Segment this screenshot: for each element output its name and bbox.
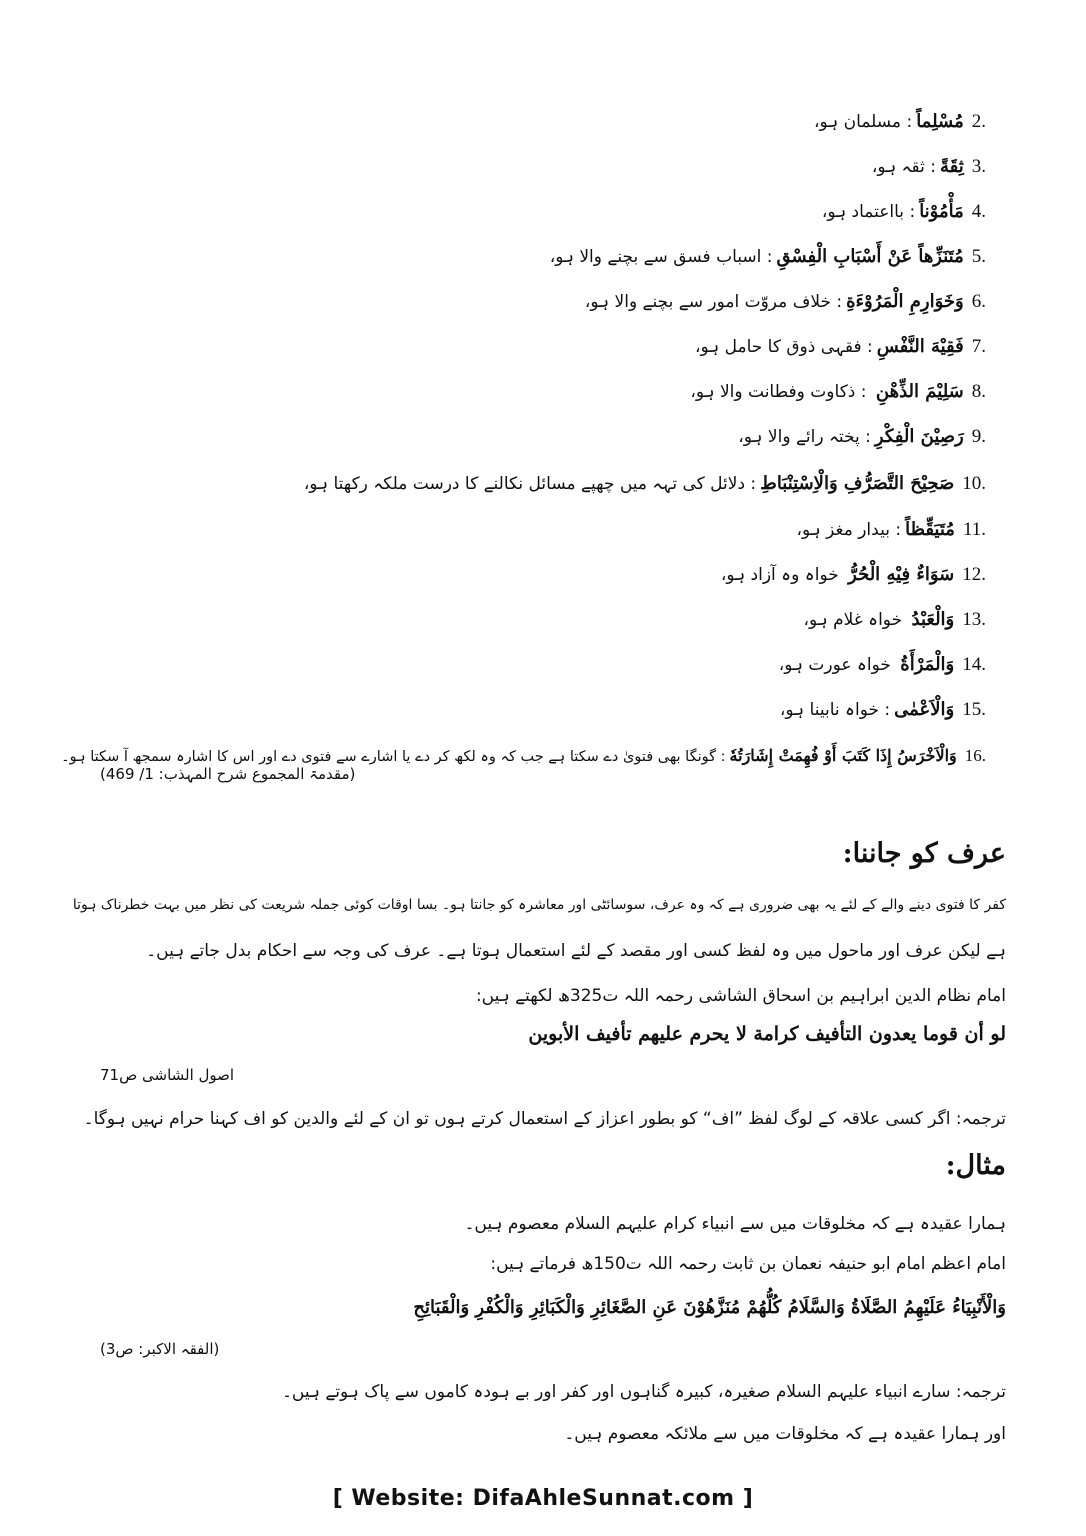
item-arabic-term: وَالْمَرْأَةُ (900, 654, 955, 675)
item-arabic-term: سَوَاءٌ فِيْهِ الْحُرُّ (848, 564, 955, 585)
item-number: 16. (964, 746, 986, 765)
item-arabic-term: مُسْلِماً (916, 111, 964, 132)
heading-urf: عرف کو جاننا: (842, 838, 1006, 869)
item-number: 2. (971, 111, 986, 132)
item-number: 9. (971, 426, 986, 447)
translation-shashi: ترجمہ: اگر کسی علاقہ کے لوگ لفظ ”اف“ کو بطور اعزاز کے استعمال کرتے ہوں تو ان کے لئے والدین کو اف کہنا حرام نہیں ہوگا۔ (83, 1109, 1006, 1129)
list-item (814, 110, 986, 134)
list-item (585, 290, 986, 314)
paragraph-urf-line-1: کفر کا فتوی دینے والے کے لئے یہ بھی ضروری ہے کہ وہ عرف، سوسائٹی اور معاشرہ کو جانتا ہو۔ بسا اوقات کوئی جملہ شریعت کی نظر میں بہت خطرناک ہوتا (72, 897, 1006, 913)
list-item (804, 608, 986, 632)
list-item (779, 653, 986, 677)
item-urdu-text: خواہ وہ آزاد ہو، (720, 565, 845, 585)
reference-usul-shashi: اصول الشاشی ص71 (100, 1066, 235, 1084)
list-item (690, 380, 986, 404)
list-item (872, 155, 986, 179)
item-arabic-term: وَالْاَخْرَسُ إِذَا كَتَبَ أَوْ فُهِمَتْ إِشَارَتُهٗ (729, 746, 957, 765)
website-footer: [ Website: DifaAhleSunnat.com ] (332, 1486, 754, 1511)
translation-fiqh-akbar: ترجمہ: سارے انبیاء علیہم السلام صغیرہ، کبیرہ گناہوں اور کفر اور بے ہودہ کاموں سے پاک ہوتے ہیں۔ (281, 1382, 1006, 1402)
list-item (822, 200, 986, 224)
item-arabic-term: فَقِيْهَ النَّفْسِ (876, 336, 964, 357)
belief-angels: اور ہمارا عقیدہ ہے کہ مخلوقات میں سے ملائکہ معصوم ہیں۔ (564, 1424, 1006, 1444)
item-arabic-term: مَأْمُوْناً (919, 201, 964, 222)
item-number: 14. (962, 654, 986, 675)
item-urdu-text: : فقہی ذوق کا حامل ہو، (694, 337, 873, 357)
item-urdu-text: خواہ عورت ہو، (778, 655, 897, 675)
item-arabic-term: ثِقَةً (939, 156, 964, 177)
item-number: 5. (971, 246, 986, 267)
item-urdu-text: : خواہ نابینا ہو، (779, 700, 891, 720)
item-number: 7. (971, 336, 986, 357)
list-item (797, 518, 987, 542)
list-item (780, 698, 986, 722)
item-number: 4. (971, 201, 986, 222)
paragraph-urf-line-2: ہے لیکن عرف اور ماحول میں وہ لفظ کسی اور مقصد کے لئے استعمال ہوتا ہے۔ عرف کی وجہ سے احکام بدل جاتے ہیں۔ (146, 941, 1006, 961)
item-urdu-text: : پختہ رائے والا ہو، (738, 427, 871, 447)
item-number: 11. (962, 519, 986, 540)
list-item (695, 335, 986, 359)
item-urdu-text: : خلاف مروّت امور سے بچنے والا ہو، (584, 292, 843, 312)
imam-shashi-intro: امام نظام الدین ابراہیم بن اسحاق الشاشی رحمہ اللہ ت325ھ لکھتے ہیں: (475, 986, 1006, 1006)
item-number: 3. (971, 156, 986, 177)
item-number: 13. (962, 609, 986, 630)
arabic-quote-shashi: لو أن قوما يعدون التأفيف كرامة لا يحرم عليهم تأفيف الأبوين (528, 1023, 1006, 1045)
item-number: 15. (962, 699, 986, 720)
belief-prophets: ہمارا عقیدہ ہے کہ مخلوقات میں سے انبیاء کرام علیہم السلام معصوم ہیں۔ (464, 1214, 1006, 1234)
item-urdu-text: : گونگا بھی فتویٰ دے سکتا ہے جب کہ وہ لکھ کر دے یا اشارے سے فتوی دے اور اس کا اشارہ سمجھ آ سکتا ہو۔ (61, 749, 726, 765)
item-number: 8. (971, 381, 986, 402)
item-arabic-term: سَلِيْمَ الذِّهْنِ (875, 381, 964, 402)
item-urdu-text: خواہ غلام ہو، (803, 610, 908, 630)
item-urdu-text: : مسلمان ہو، (814, 112, 913, 132)
reference-majmu: (مقدمۃ المجموع شرح المہذب: 1/ 469) (100, 765, 356, 783)
item-urdu-text: : ذکاوت وفطانت والا ہو، (690, 382, 872, 402)
list-item (550, 245, 986, 269)
item-arabic-term: صَحِيْحَ التَّصَرُّفِ وَالْاِسْتِنْبَاطِ (760, 473, 955, 494)
item-number: 10. (962, 473, 986, 494)
item-number: 12. (962, 564, 986, 585)
item-arabic-term: رَصِيْنَ الْفِكْرِ (874, 426, 964, 447)
list-item (738, 425, 986, 449)
reference-fiqh-akbar: (الفقہ الاکبر: ص3) (100, 1340, 220, 1358)
item-arabic-term: مُتَنَزِّهاً عَنْ أَسْبَابِ الْفِسْقِ (776, 246, 964, 267)
item-urdu-text: : ثقہ ہو، (871, 157, 936, 177)
item-arabic-term: وَالْاَعْمٰى (894, 699, 955, 720)
item-arabic-term: وَالْعَبْدُ (911, 609, 955, 630)
item-urdu-text: : دلائل کی تہہ میں چھپے مسائل نکالنے کا درست ملکہ رکھتا ہو، (303, 474, 757, 494)
arabic-quote-fiqh-akbar: وَالْأَنْبِيَاءُ عَلَيْهِمُ الصَّلَاةُ وَالسَّلَامُ كُلُّهُمْ مُنَزَّهُوْنَ عَنِ الصَّغَائِرِ وَالْكَبَائِرِ وَالْكُفْرِ وَالْقَبَائِحِ (413, 1297, 1006, 1318)
list-item (721, 563, 986, 587)
item-urdu-text: : بیدار مغز ہو، (796, 520, 902, 540)
heading-example: مثال: (945, 1150, 1006, 1181)
item-number: 6. (971, 291, 986, 312)
list-item (304, 472, 986, 496)
item-arabic-term: مُتَيَقِّظاً (905, 519, 955, 540)
item-urdu-text: : اسباب فسق سے بچنے والا ہو، (549, 247, 773, 267)
item-arabic-term: وَخَوَارِمِ الْمَرُوْءَةِ (846, 291, 964, 312)
item-urdu-text: : بااعتماد ہو، (821, 202, 916, 222)
imam-abu-hanifa-intro: امام اعظم امام ابو حنیفہ نعمان بن ثابت رحمہ اللہ ت150ھ فرماتے ہیں: (490, 1254, 1006, 1274)
